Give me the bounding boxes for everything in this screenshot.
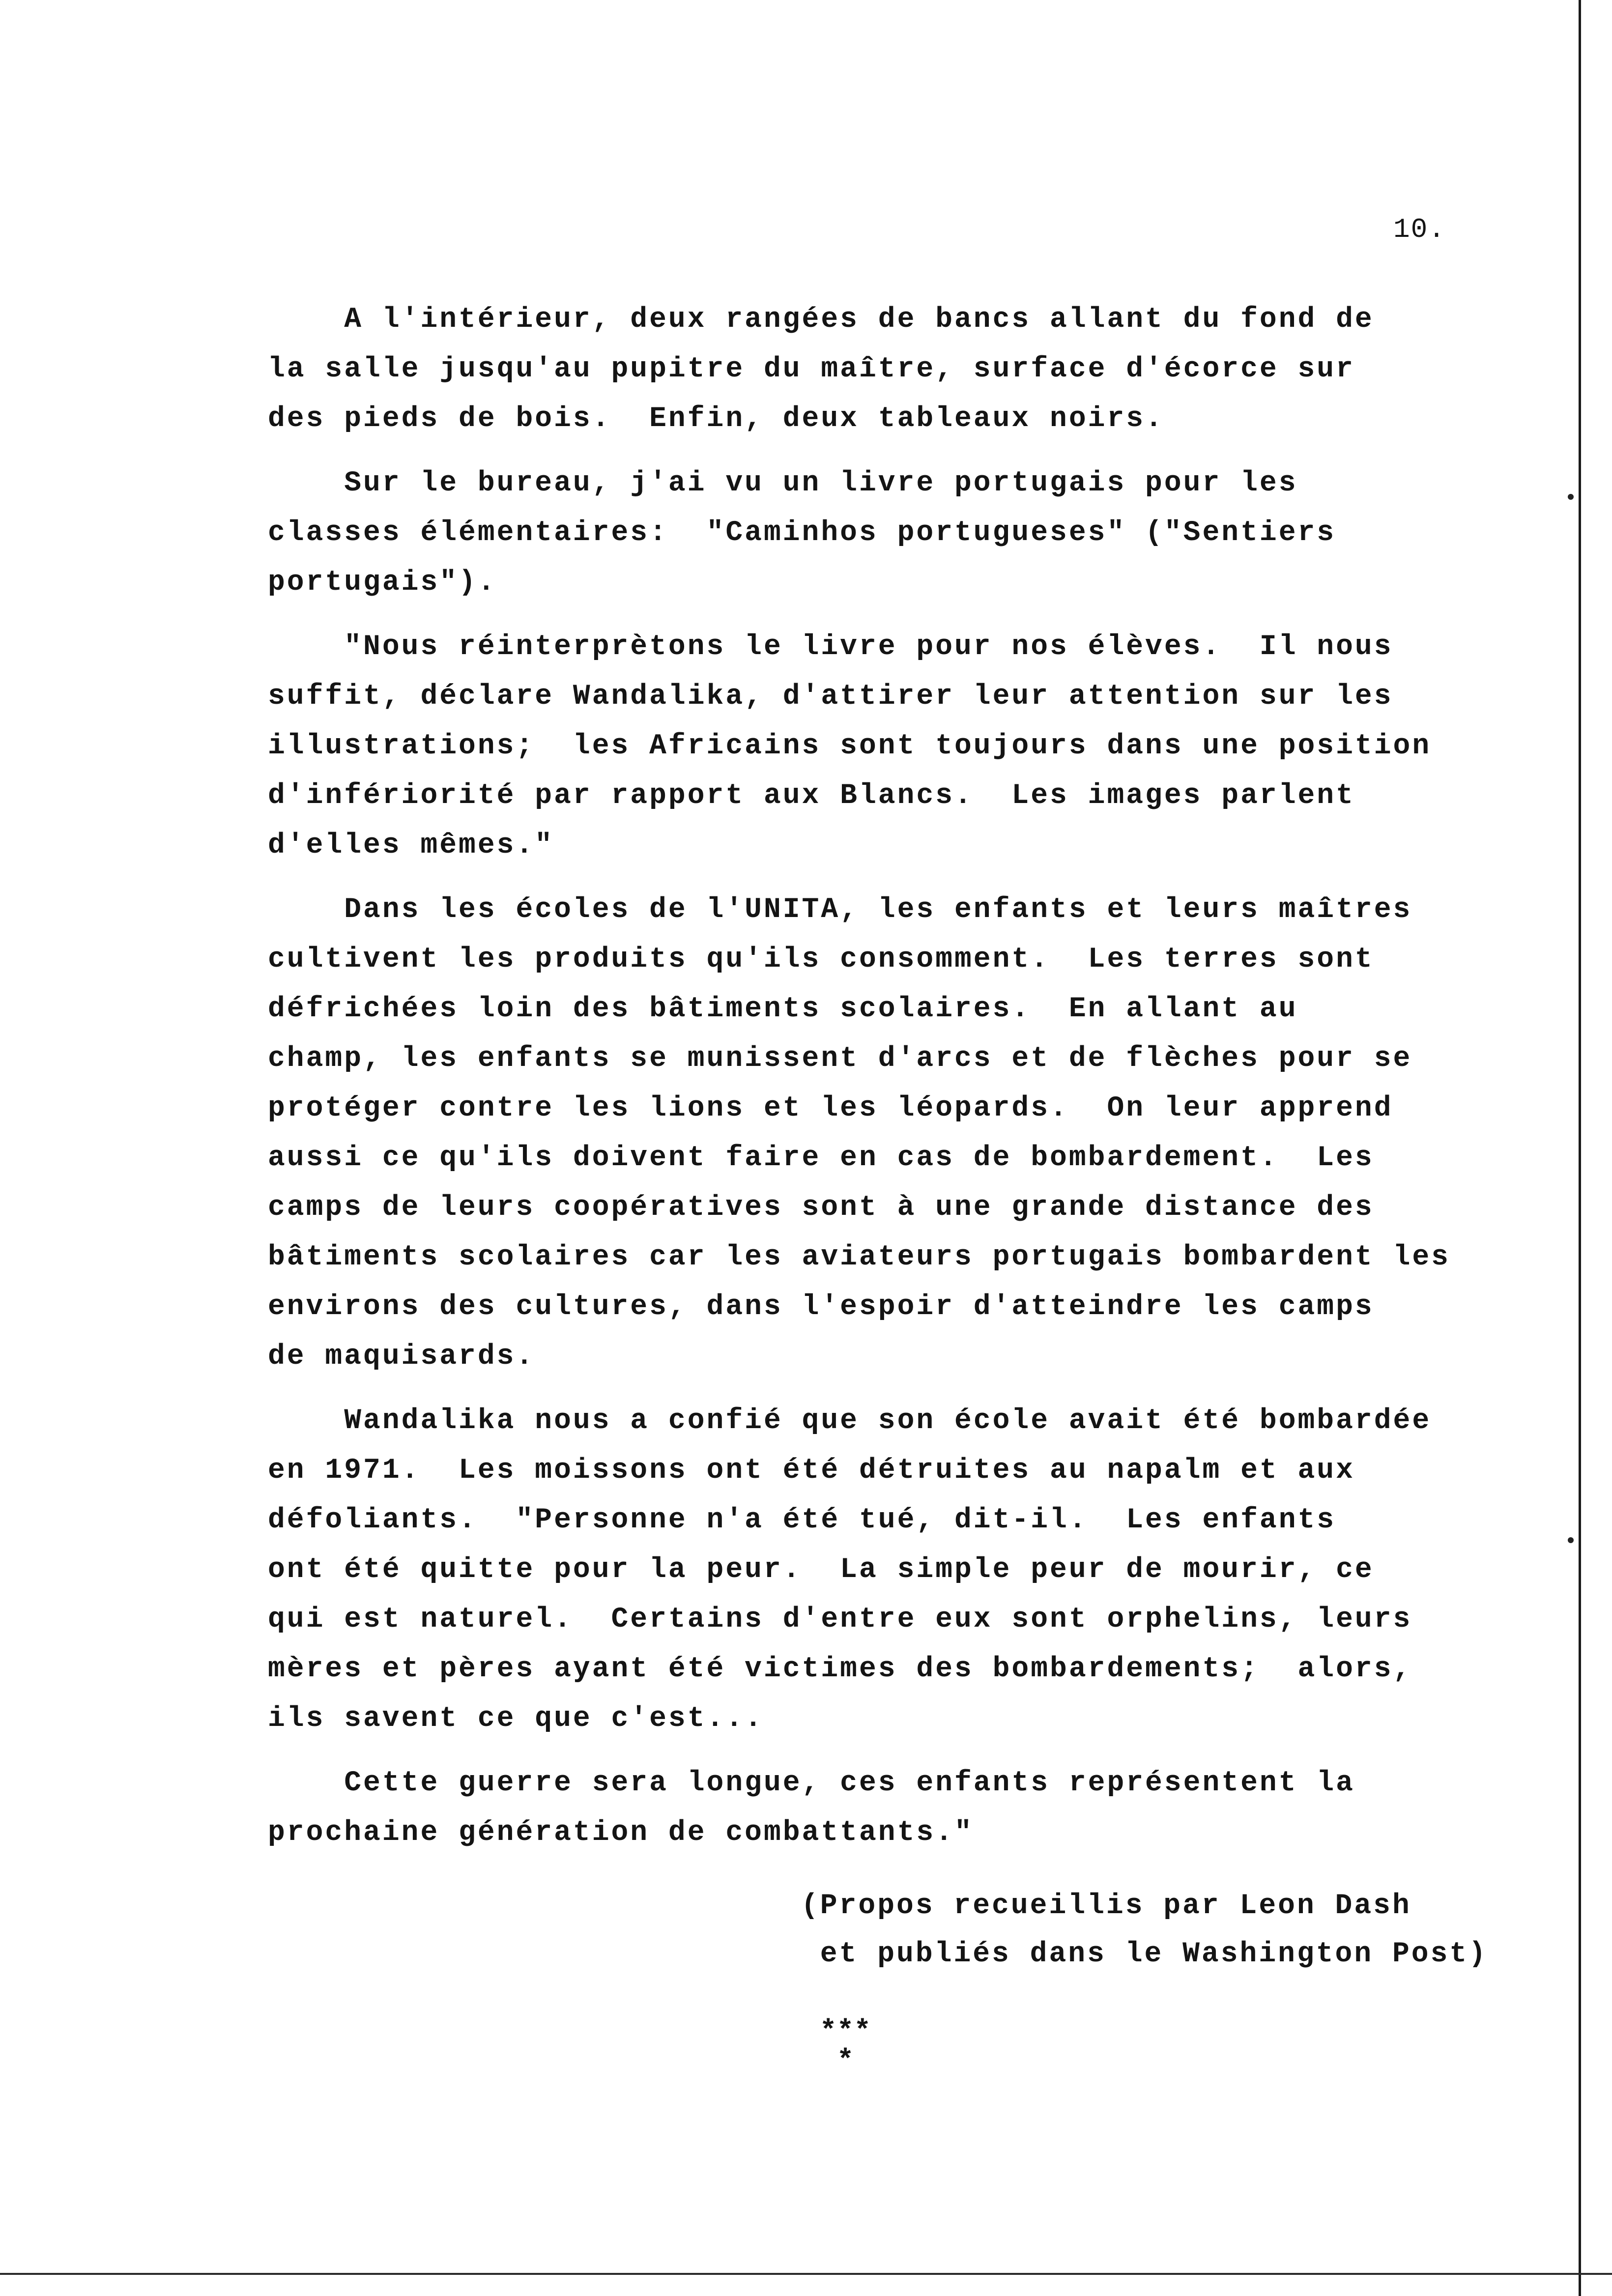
text-line: bâtiments scolaires car les aviateurs portugais bombardent les — [268, 1241, 1450, 1273]
text-line: Dans les écoles de l'UNITA, les enfants et leurs maîtres — [268, 894, 1412, 926]
attribution-line: et publiés dans le Washington Post) — [801, 1938, 1488, 1970]
text-line: camps de leurs coopératives sont à une grande distance des — [268, 1192, 1374, 1224]
punch-mark — [1568, 494, 1574, 500]
text-line: portugais"). — [268, 567, 497, 599]
text-line: en 1971. Les moissons ont été détruites au napalm et aux — [268, 1455, 1355, 1487]
paragraph — [268, 622, 1526, 870]
asterisk-row: * — [836, 2045, 854, 2077]
text-line: la salle jusqu'au pupitre du maître, surface d'écorce sur — [268, 353, 1355, 385]
text-line: A l'intérieur, deux rangées de bancs allant du fond de — [268, 304, 1374, 336]
text-line: de maquisards. — [268, 1341, 535, 1373]
bottom-margin-rule — [0, 2273, 1612, 2275]
page-number: 10. — [1393, 214, 1446, 245]
text-line: environs des cultures, dans l'espoir d'atteindre les camps — [268, 1291, 1374, 1323]
text-line: qui est naturel. Certains d'entre eux sont orphelins, leurs — [268, 1604, 1412, 1636]
text-line: défrichées loin des bâtiments scolaires. En allant au — [268, 993, 1298, 1025]
paragraph — [268, 885, 1526, 1381]
paragraph — [268, 459, 1526, 607]
attribution-line: (Propos recueillis par Leon Dash — [801, 1890, 1411, 1922]
text-line: protéger contre les lions et les léopards. On leur apprend — [268, 1092, 1393, 1124]
text-line: ont été quitte pour la peur. La simple peur de mourir, ce — [268, 1554, 1374, 1586]
text-line: défoliants. "Personne n'a été tué, dit-il. Les enfants — [268, 1504, 1336, 1536]
text-line: des pieds de bois. Enfin, deux tableaux noirs. — [268, 403, 1164, 435]
text-line: suffit, déclare Wandalika, d'attirer leur attention sur les — [268, 681, 1393, 713]
article-body — [268, 295, 1526, 1858]
text-line: prochaine génération de combattants." — [268, 1817, 974, 1849]
text-line: d'elles mêmes." — [268, 830, 554, 861]
text-line: aussi ce qu'ils doivent faire en cas de bombardement. Les — [268, 1142, 1374, 1174]
paragraph — [268, 1396, 1526, 1744]
text-line: ils savent ce que c'est... — [268, 1703, 764, 1735]
text-line: "Nous réinterprètons le livre pour nos élèves. Il nous — [268, 631, 1393, 663]
punch-mark — [1568, 1537, 1574, 1543]
text-line: d'infériorité par rapport aux Blancs. Les images parlent — [268, 780, 1355, 812]
text-line: champ, les enfants se munissent d'arcs et de flèches pour se — [268, 1043, 1412, 1075]
paragraph — [268, 1758, 1526, 1858]
right-margin-rule — [1579, 0, 1581, 2296]
text-line: Wandalika nous a confié que son école avait été bombardée — [268, 1405, 1432, 1437]
asterisk-row: *** — [819, 2016, 871, 2048]
text-line: Sur le bureau, j'ai vu un livre portugais pour les — [268, 467, 1298, 499]
text-line: classes élémentaires: "Caminhos portugueses" ("Sentiers — [268, 517, 1336, 549]
text-line: illustrations; les Africains sont toujours dans une position — [268, 730, 1432, 762]
text-line: Cette guerre sera longue, ces enfants représentent la — [268, 1767, 1355, 1799]
attribution — [801, 1882, 1488, 1979]
text-line: mères et pères ayant été victimes des bombardements; alors, — [268, 1653, 1412, 1685]
text-line: cultivent les produits qu'ils consomment. Les terres sont — [268, 944, 1374, 976]
paragraph — [268, 295, 1526, 444]
section-end-asterisks — [816, 2017, 875, 2076]
